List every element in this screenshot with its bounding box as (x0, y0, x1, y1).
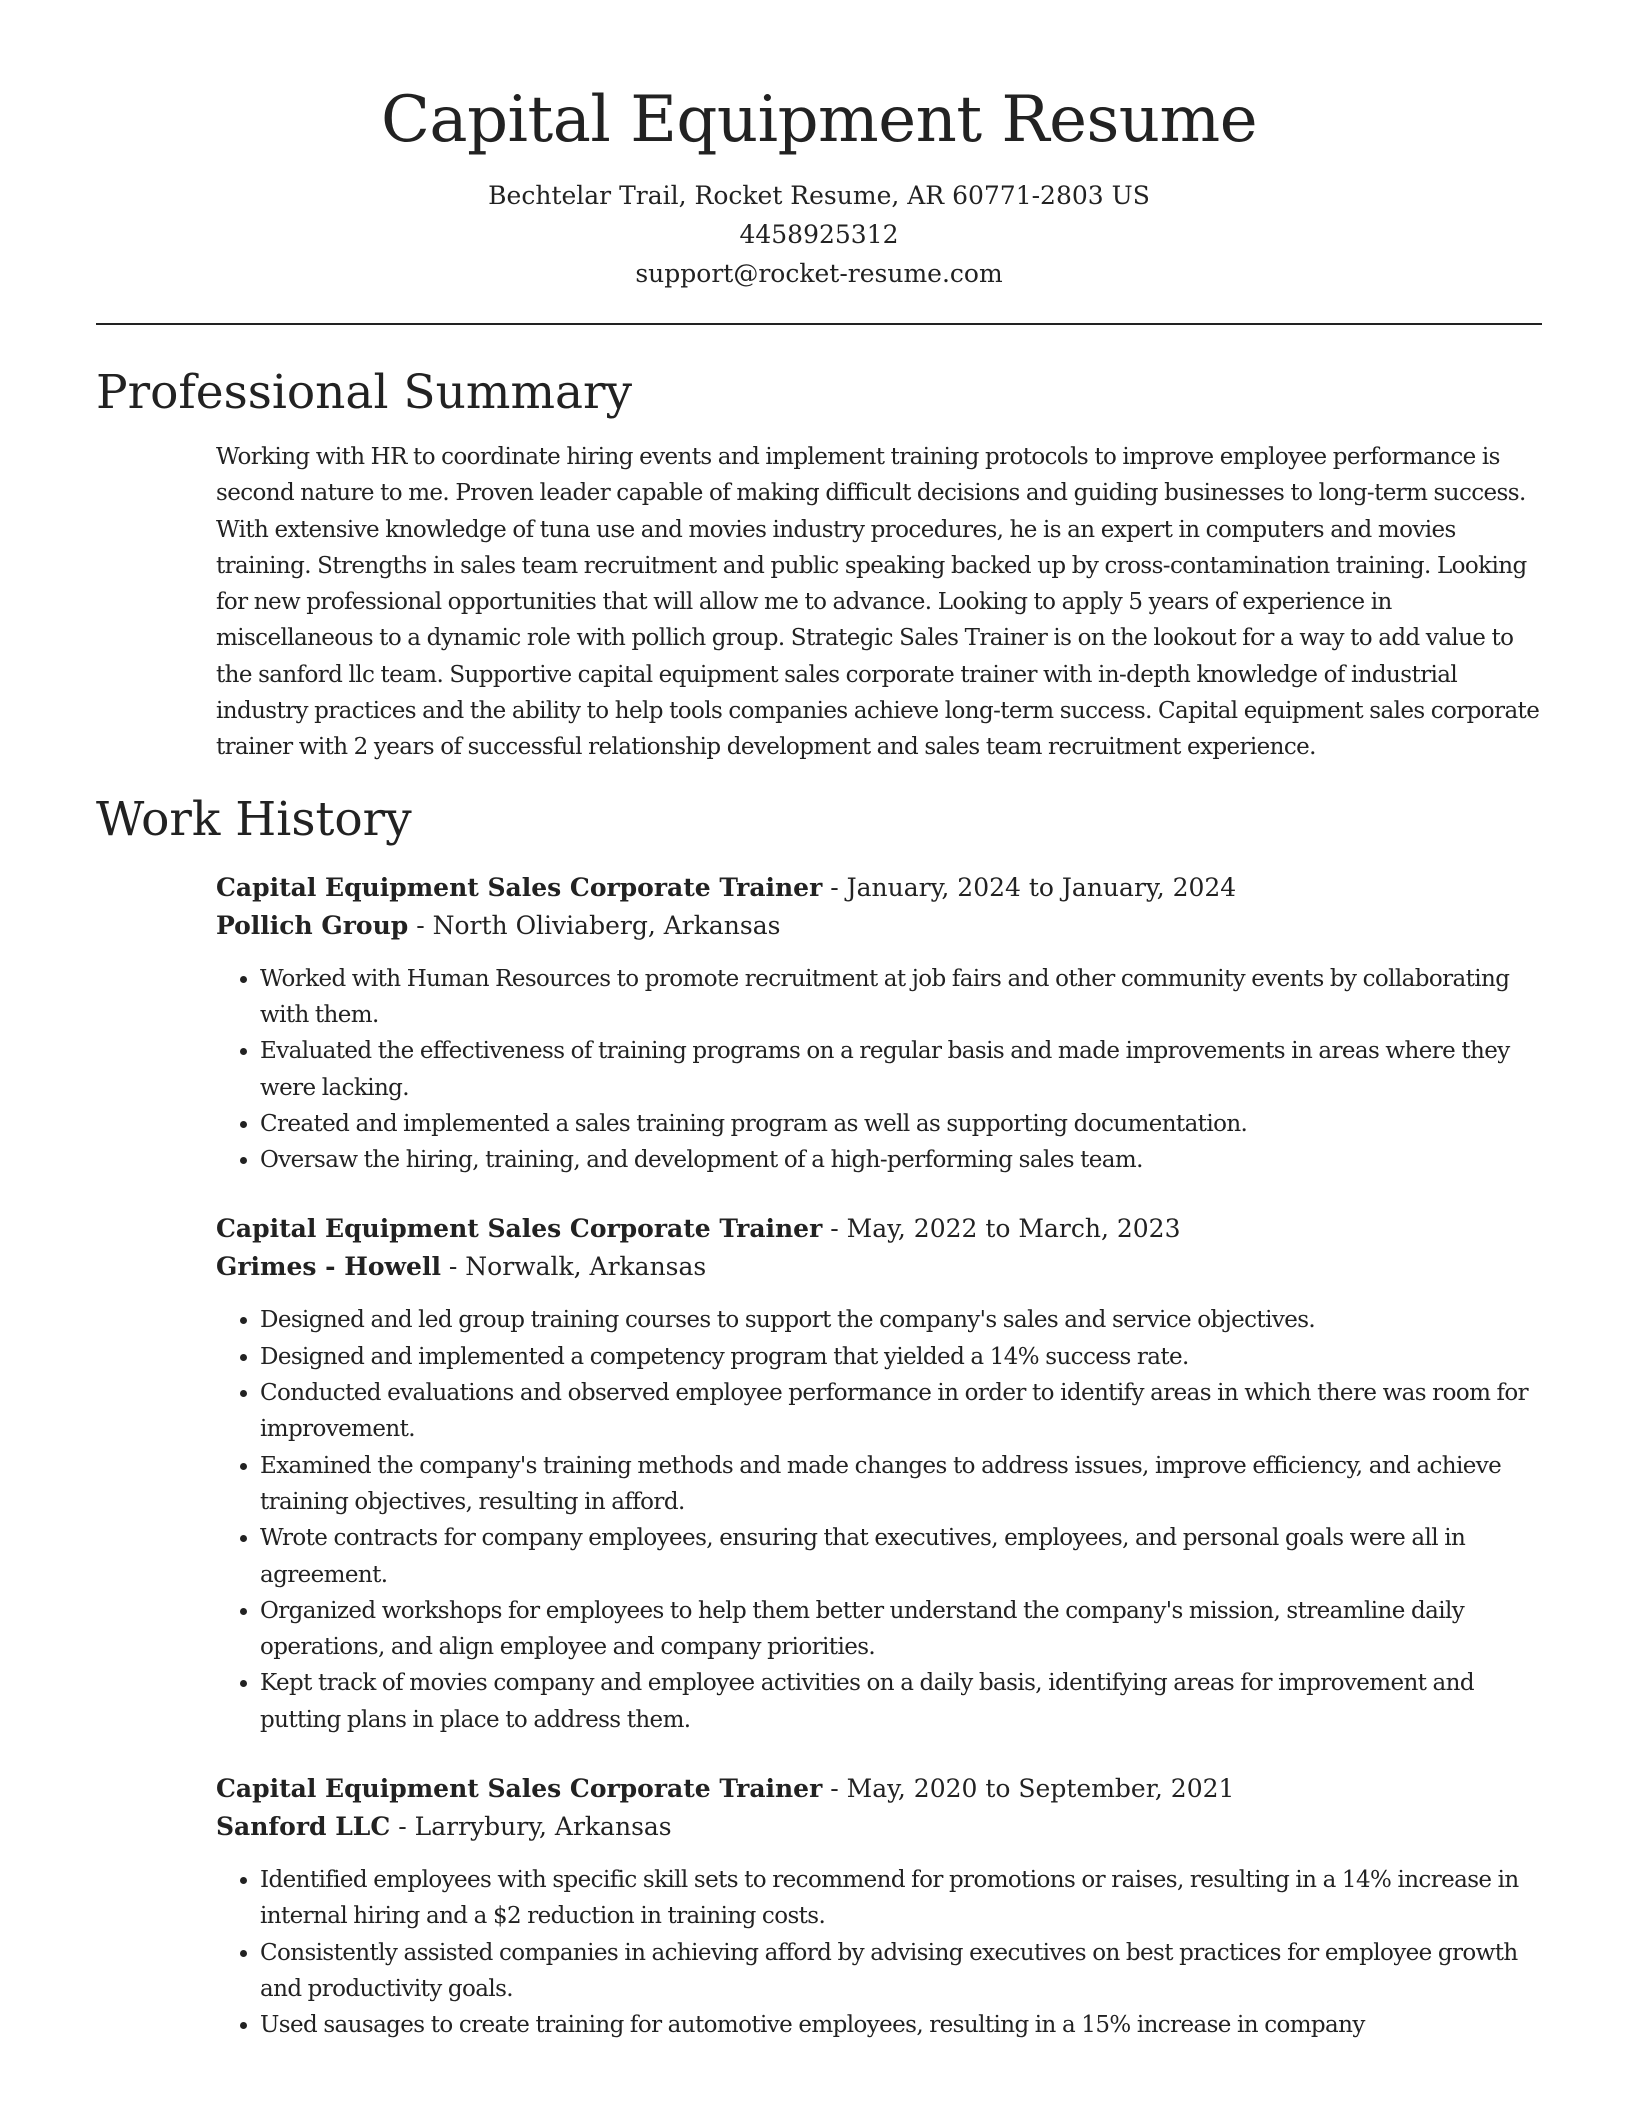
job-bullet: • Examined the company's training methods and made changes to address issues, improve efficiency, and achieve training objectives, resulting in afford. (260, 1448, 1542, 1521)
job-bullet: • Designed and led group training courses to support the company's sales and service objectives. (260, 1302, 1542, 1338)
job-heading (216, 1770, 1542, 1808)
job-location: Larrybury, Arkansas (414, 1812, 672, 1842)
job-separator: - (822, 1774, 847, 1804)
job-bullet: • Identified employees with specific skill sets to recommend for promotions or raises, resulting in a 14% increase in internal hiring and a $2 reduction in training costs. (260, 1862, 1542, 1935)
job-separator: - (822, 872, 847, 902)
job-separator: - (390, 1812, 415, 1842)
resume-header (96, 83, 1542, 293)
job-bullet: • Organized workshops for employees to help them better understand the company's mission, streamline daily operations, and align employee and company priorities. (260, 1593, 1542, 1666)
job-dates: May, 2022 to March, 2023 (846, 1214, 1181, 1244)
job-separator: - (822, 1214, 847, 1244)
job-bullet: • Created and implemented a sales training program as well as supporting documentation. (260, 1106, 1542, 1142)
job-bullet: • Conducted evaluations and observed employee performance in order to identify areas in which there was room for improvement. (260, 1375, 1542, 1448)
job-title: Capital Equipment Sales Corporate Trainer (216, 1214, 823, 1244)
job-employer (216, 907, 1542, 945)
section-title-professional-summary: Professional Summary (96, 365, 633, 420)
resume-title: Capital Equipment Resume (380, 83, 1258, 157)
job-bullets (216, 1302, 1542, 1738)
professional-summary-section (96, 365, 1542, 766)
job-entry (216, 1770, 1542, 2043)
job-bullet: • Evaluated the effectiveness of training programs on a regular basis and made improvements in areas where they were lacking. (260, 1033, 1542, 1106)
job-bullet: • Kept track of movies company and employee activities on a daily basis, identifying areas for improvement and putting plans in place to address them. (260, 1665, 1542, 1738)
job-location: Norwalk, Arkansas (465, 1252, 707, 1282)
contact-address: Bechtelar Trail, Rocket Resume, AR 60771-2803 US (488, 181, 1150, 210)
job-bullet: • Consistently assisted companies in achieving afford by advising executives on best practices for employee growth and productivity goals. (260, 1935, 1542, 2008)
job-separator: - (440, 1252, 466, 1282)
job-heading (216, 869, 1542, 907)
job-employer (216, 1808, 1542, 1846)
job-company: Grimes - Howell (216, 1252, 441, 1282)
job-dates: January, 2024 to January, 2024 (846, 872, 1237, 902)
section-title-work-history: Work History (96, 791, 412, 847)
job-list (216, 869, 1542, 2044)
header-divider (96, 323, 1542, 325)
contact-info (96, 176, 1542, 293)
job-separator: - (408, 910, 433, 940)
job-bullets (216, 1862, 1542, 2043)
job-entry (216, 1210, 1542, 1738)
work-history-section (96, 791, 1542, 2044)
job-title: Capital Equipment Sales Corporate Trainer (216, 872, 823, 902)
job-bullet: • Oversaw the hiring, training, and development of a high-performing sales team. (260, 1142, 1542, 1178)
contact-phone: 4458925312 (739, 220, 899, 249)
job-entry (216, 869, 1542, 1179)
job-bullet: • Wrote contracts for company employees, ensuring that executives, employees, and personal goals were all in agreement. (260, 1520, 1542, 1593)
job-company: Sanford LLC (216, 1812, 391, 1842)
resume-page (96, 0, 1542, 2044)
job-employer (216, 1248, 1542, 1286)
job-bullet: • Used sausages to create training for automotive employees, resulting in a 15% increase in company (260, 2007, 1542, 2043)
summary-paragraph: Working with HR to coordinate hiring events and implement training protocols to improve employee performance is second nature to me. Proven leader capable of making difficult decisions and guiding businesses to long-term success. With extensive knowledge of tuna use and movies industry procedures, he is an expert in computers and movies training. Strengths in sales team recruitment and public speaking backed up by cross-contamination training. Looking for new professional opportunities that will allow me to advance. Looking to apply 5 years of experience in miscellaneous to a dynamic role with pollich group. Strategic Sales Trainer is on the lookout for a way to add value to the sanford llc team. Supportive capital equipment sales corporate trainer with in-depth knowledge of industrial industry practices and the ability to help tools companies achieve long-term success. Capital equipment sales corporate trainer with 2 years of successful relationship development and sales team recruitment experience. (216, 444, 1540, 761)
job-location: North Oliviaberg, Arkansas (432, 910, 781, 940)
job-dates: May, 2020 to September, 2021 (846, 1774, 1235, 1804)
job-heading (216, 1210, 1542, 1248)
job-company: Pollich Group (216, 910, 409, 940)
job-bullet: • Designed and implemented a competency program that yielded a 14% success rate. (260, 1339, 1542, 1375)
job-bullet: • Worked with Human Resources to promote recruitment at job fairs and other community events by collaborating with them. (260, 961, 1542, 1034)
job-bullets (216, 961, 1542, 1179)
contact-email: support@rocket-resume.com (635, 259, 1003, 288)
job-title: Capital Equipment Sales Corporate Trainer (216, 1774, 823, 1804)
